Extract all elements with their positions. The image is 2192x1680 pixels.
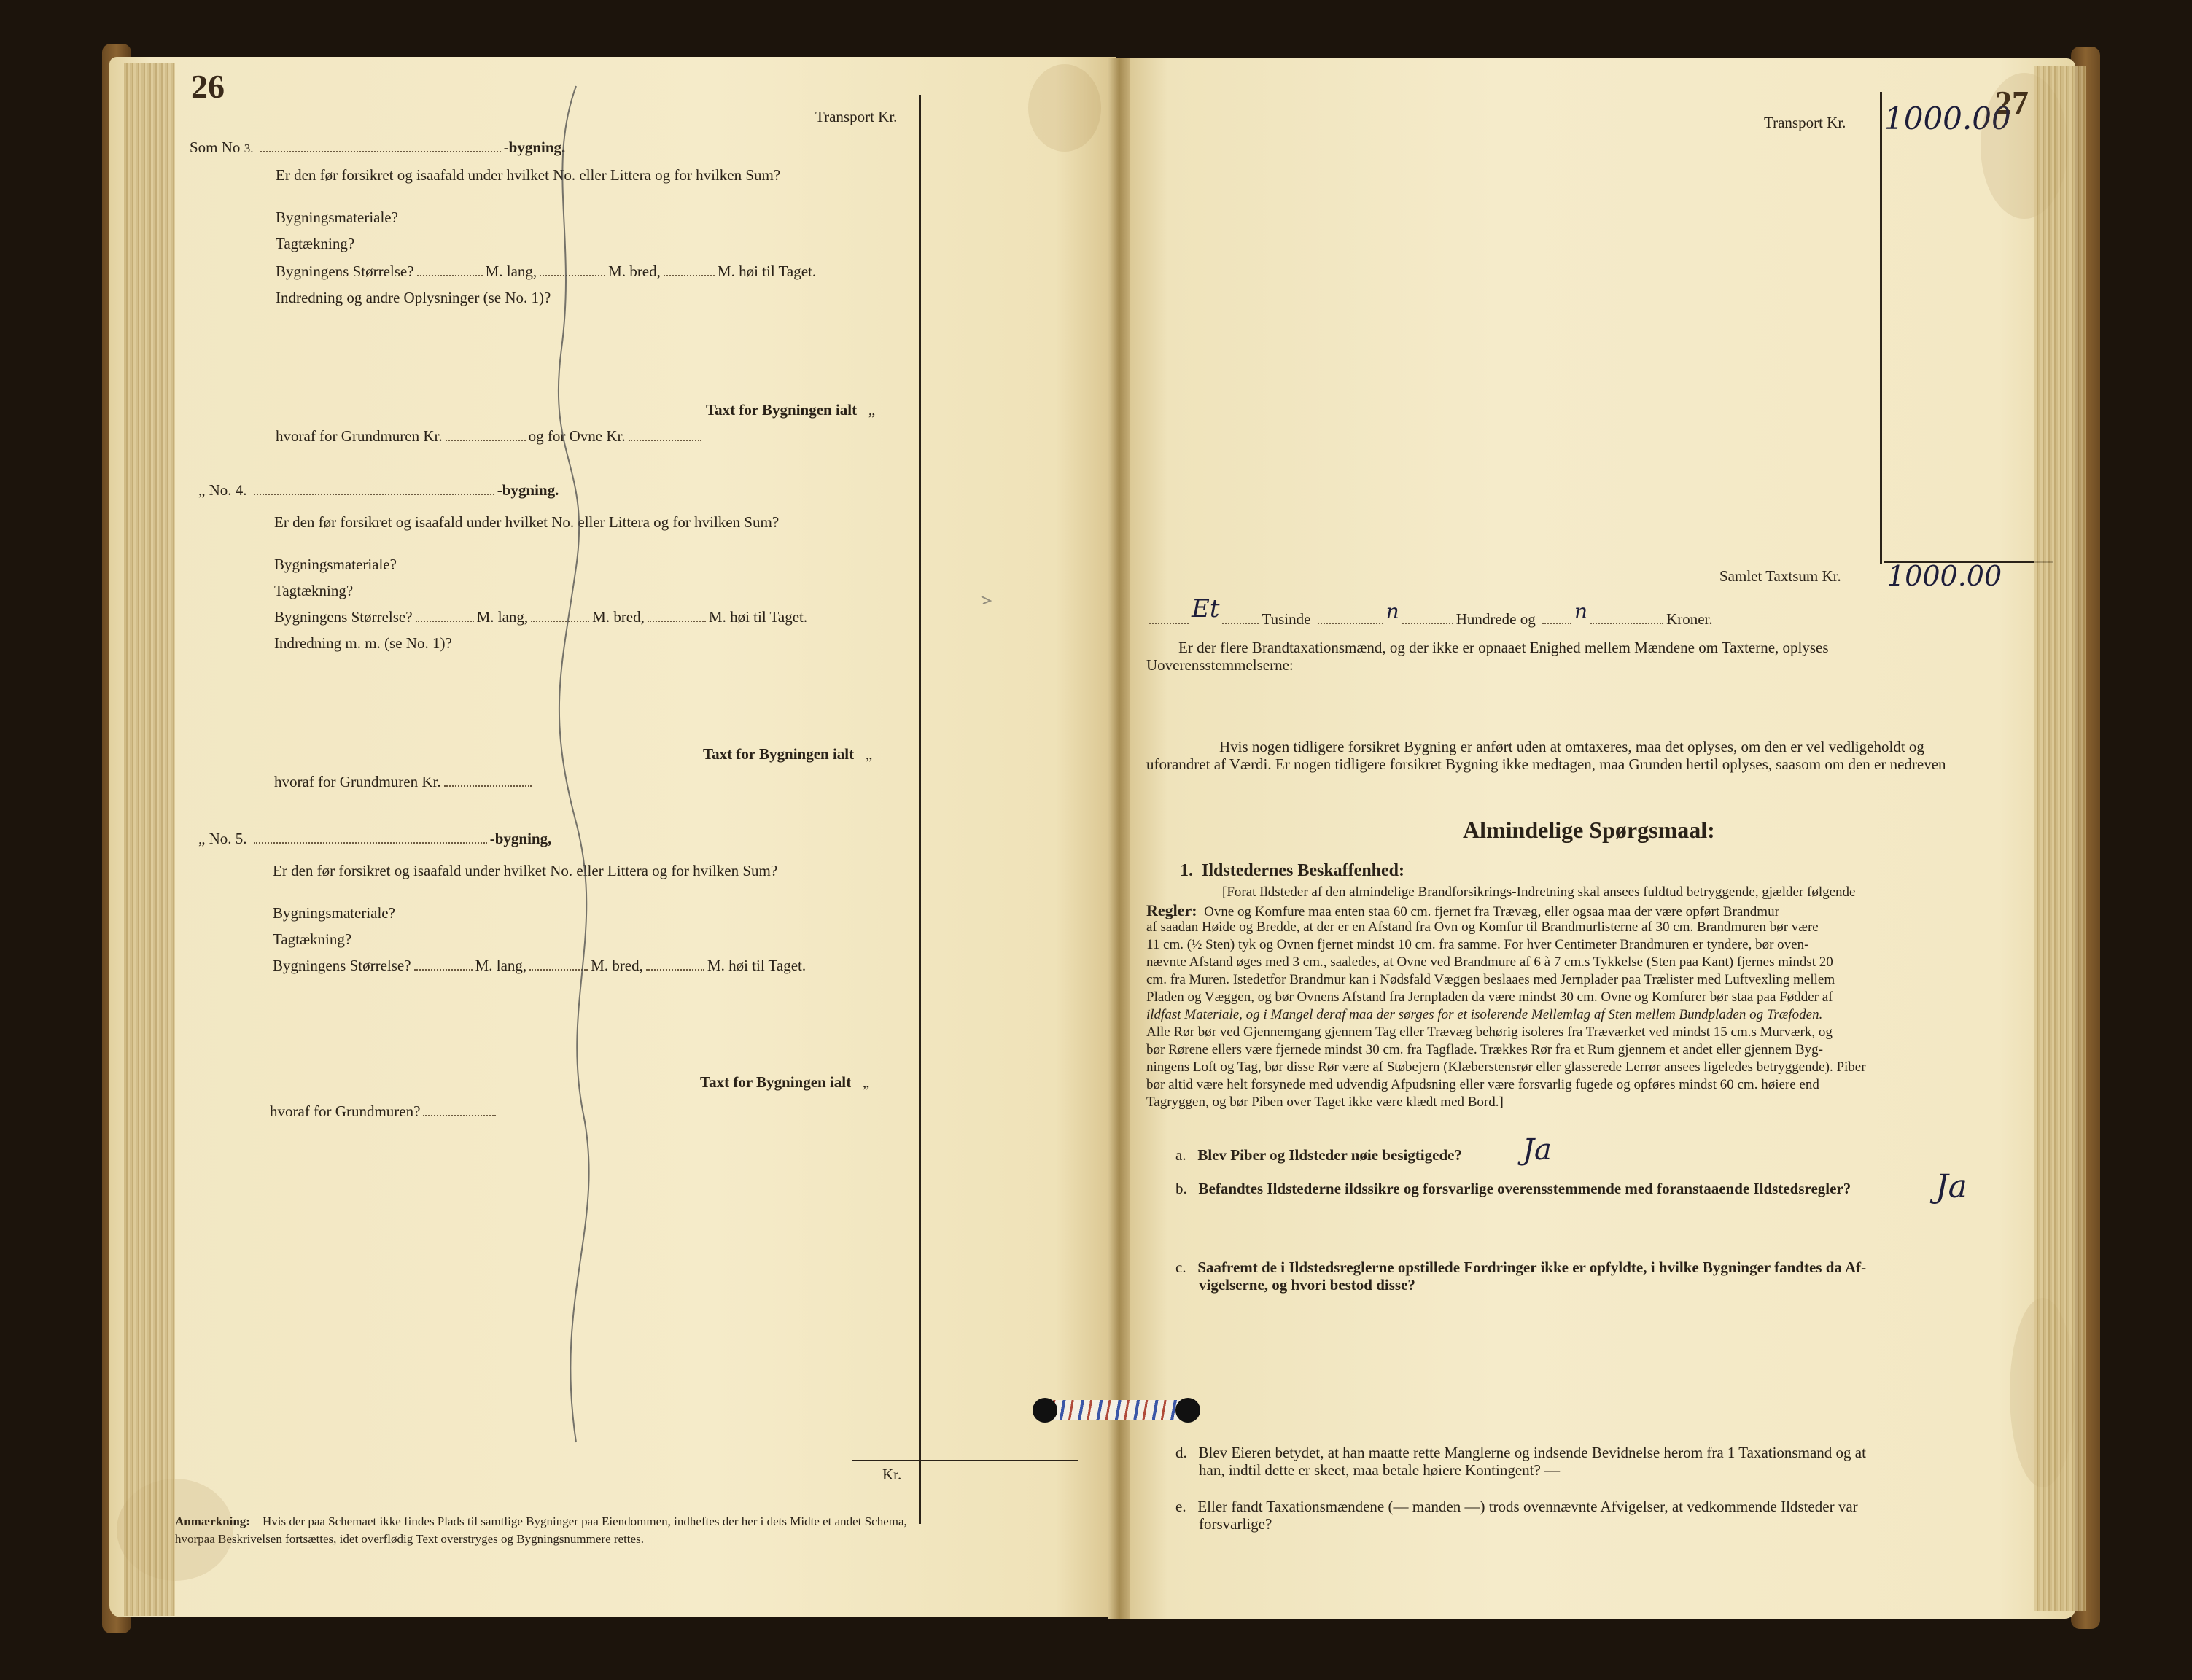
binding-thread-end-right (1175, 1398, 1200, 1423)
interior-question: Indredning m. m. (se No. 1)? (274, 634, 452, 652)
insured-question: Er den før forsikret og isaafald under hvilket No. eller Littera og for hvilken Sum? (274, 513, 780, 531)
foundation-label: hvoraf for Grundmuren Kr. (276, 427, 443, 445)
remark-line-2: hvorpaa Beskrivelsen fortsættes, idet overflødig Text overstryges og Bygningsnummere rettes. (175, 1532, 644, 1546)
transport-label-left: Transport Kr. (815, 108, 898, 125)
disagreement-line-2: Uoverensstemmelserne: (1146, 656, 1294, 674)
section-prefix: „ No. 4. (198, 481, 247, 499)
material-question: Bygningsmateriale? (276, 209, 398, 226)
answer-a-handwritten: Ja (1523, 1133, 1552, 1167)
total-sum-label: Samlet Taxtsum Kr. (1719, 567, 1841, 585)
roof-question: Tagtækning? (273, 930, 352, 948)
insured-question: Er den før forsikret og isaafald under hvilket No. eller Littera og for hvilken Sum? (276, 166, 781, 184)
tax-label: Taxt for Bygningen ialt (700, 1073, 852, 1091)
size-question: Bygningens Størrelse? (274, 608, 413, 626)
question-e-line-2: forsvarlige? (1199, 1515, 1272, 1533)
binding-thread (1037, 1400, 1190, 1420)
foundation-label: hvoraf for Grundmuren? (270, 1102, 421, 1120)
total-sum-handwritten: 1000.00 (1887, 560, 2002, 592)
rules-label: Regler: (1146, 901, 1197, 919)
section-prefix: Som No (190, 139, 241, 156)
general-questions-heading: Almindelige Spørgsmaal: (1463, 817, 1715, 843)
page-number-left: 26 (191, 68, 225, 105)
question-c-line-2: vigelserne, og hvori bestod disse? (1199, 1276, 1415, 1294)
roof-question: Tagtækning? (276, 235, 355, 252)
transport-value-handwritten: 1000.00 (1884, 101, 2011, 136)
book-gutter (1108, 58, 1130, 1619)
left-page: 26 Transport Kr. Kr. Som No 3. -bygning. Er den før forsikret og isaafald under hvilket No. eller Littera og for hvilken Sum? Bygningsmateriale? Tagtækning? Bygningens Størrelse? M. lang, M. bred, M. høi til Taget. Indredning og andre Oplysninger (se No. 1)? Taxt for Bygningen ialt „ hvoraf for Grundmuren Kr. og for Ovne Kr. „ No. 4. -bygning. Er den før forsikret og isaafald under hvilket No. eller Littera og for hvilken Sum? Bygningsmateriale? Tagtækning? Bygningens Størrelse? M. lang, M. bred, M. høi til Taget. Indredning m. m. (se No. 1)? Taxt for Bygningen ialt „ hvoraf for Grundmuren Kr. „ No. 5. -bygning, Er den før forsikret og isaafald under hvilket No. eller Littera og for hvilken Sum? Bygningsmateriale? Tagtækning? Bygningens Størrelse? M. lang, M. bred, M. høi til Taget. Taxt for Bygningen ialt „ hvoraf for Grundmuren? Anmærkning: Hvis der paa Schemaet ikke findes Plads til samtlige Bygninger paa Eiendommen, indheftes der her i dets Midte et andet Schema, hvorpaa Beskrivelsen fortsættes, idet overflødig Text overstryges og Bygningsnummere rettes. (109, 57, 1116, 1617)
section-number: 3. (244, 141, 254, 155)
insured-question: Er den før forsikret og isaafald under hvilket No. eller Littera og for hvilken Sum? (273, 862, 778, 879)
page-edges-left (124, 63, 175, 1616)
prior-insured-line-2: uforandret af Værdi. Er nogen tidligere forsikret Bygning ikke medtagen, maa Grunden hertil oplyses, saasom om den er nedreven (1146, 755, 1946, 773)
question-1-number: 1. (1180, 861, 1193, 880)
question-e: e. Eller fandt Taxationsmændene (— manden —) trods ovennævnte Afvigelser, at vedkommende Ildsteder var (1175, 1498, 1858, 1515)
prior-insured-line-1: Hvis nogen tidligere forsikret Bygning er anført uden at omtaxeres, maa det oplyses, om den er vel vedligeholdt og (1219, 738, 1924, 755)
question-b: b. Befandtes Ildstederne ildssikre og forsvarlige overensstemmende med foranstaaende Ildstedsregler? (1175, 1180, 1851, 1197)
right-page: 27 Transport Kr. 1000.00 Samlet Taxtsum Kr. 1000.00 Et Tusinde n Hundrede og n Kroner. Er der flere Brandtaxationsmænd, og der ikke er opnaaet Enighed mellem Mændene om Taxterne, oplyses Uoverensstemmelserne: Hvis nogen tidligere forsikret Bygning er anført uden at omtaxeres, maa det oplyses, om den er vel vedligeholdt og uforandret af Værdi. Er nogen tidligere forsikret Bygning ikke medtagen, maa Grunden hertil oplyses, saasom om den er nedreven Almindelige Spørgsmaal: 1. Ildstedernes Beskaffenhed: [Forat Ildsteder af den almindelige Brandforsikrings-Indretning skal ansees fuldtud betryggende, gjælder følgende Regler: Ovne og Komfure maa enten staa 60 cm. fjernet fra Trævæg, eller ogsaa maa der være opført Brandmur af saadan Høide og Bredde, at der er en Afstand fra Ovn og Komfur til Brandmurlisterne af 30 cm. Brandmuren bør være 11 cm. (½ Sten) tyk og Ovnen fjernet mindst 10 cm. fra samme. For hver Centimeter Brandmuren er tyndere, bør oven- nævnte Afstand øges med 3 cm., saaledes, at Ovne ved Brandmure af 6 à 7 cm.s Tykkelse (Sten paa Kant) fjernes mindst 20 cm. fra Muren. Istedetfor Brandmur kan i Nødsfald Væggen beslaaes med Jernplader paa Trælister med Luftvexling mellem Pladen og Væggen, og bør Ovnens Afstand fra Jernpladen da være mindst 30 cm. Ovne og Komfurer bør staa paa Fødder af ildfast Materiale, og i Mangel deraf maa der sørges for et isolerende Mellemlag af Sten mellem Bundpladen og Træfoden. Alle Rør bør ved Gjennemgang gjennem Tag eller Trævæg behørig isoleres fra Træværket ved mindst 15 cm.s Murværk, og bør Rørene ellers være fjernede mindst 30 cm. fra Tagflade. Trækkes Rør fra et Rum gjennem et andet eller gjennem Byg- ningens Loft og Tag, bør disse Rør være af Støbejern (Klæberstensrør eller glasserede Lerrør ansees ligeledes betryggende). Piber bør altid være helt forsynede med udvendig Afpudsning eller være forsvarlig fugede og opføres mindst 60 cm. høiere end Tagryggen, og bør Piben over Taget ikke være klædt med Bord.] a. Blev Piber og Ildsteder nøie besigtigede? Ja b. Befandtes Ildstederne ildssikre og forsvarlige overensstemmende med foranstaaende Ildstedsregler? Ja c. Saafremt de i Ildstedsreglerne opstillede Fordringer ikke er opfyldte, i hvilke Bygninger fandtes da Af- vigelserne, og hvori bestod disse? d. Blev Eieren betydet, at han maatte rette Manglerne og indsende Bevidnelse herom fra 1 Taxationsmand og at han, indtil dette er skeet, maa betale høiere Kontingent? — e. Eller fandt Taxationsmændene (— manden —) trods ovennævnte Afvigelser, at vedkommende Ildsteder var forsvarlige? (1120, 58, 2075, 1619)
roof-question: Tagtækning? (274, 582, 354, 599)
interior-question: Indredning og andre Oplysninger (se No. 1)? (276, 289, 551, 306)
building-type-suffix: -bygning. (503, 139, 566, 156)
question-1-title: Ildstedernes Beskaffenhed: (1202, 861, 1405, 880)
pencil-strike-line (109, 57, 1116, 1617)
material-question: Bygningsmateriale? (273, 904, 395, 922)
page-edges-right (2034, 66, 2086, 1611)
tax-label: Taxt for Bygningen ialt (703, 745, 855, 763)
size-question: Bygningens Størrelse? (276, 262, 414, 280)
foundation-label: hvoraf for Grundmuren Kr. (274, 773, 441, 790)
section-prefix: „ No. 5. (198, 830, 247, 847)
question-c: c. Saafremt de i Ildstedsreglerne opstillede Fordringer ikke er opfyldte, i hvilke Bygninger fandtes da Af- (1175, 1259, 1867, 1276)
remark-line-1: Hvis der paa Schemaet ikke findes Plads til samtlige Bygninger paa Eiendommen, indheftes der her i dets Midte et andet Schema, (263, 1514, 907, 1528)
binding-thread-end-left (1033, 1398, 1057, 1423)
ovens-label: og for Ovne Kr. (528, 427, 626, 445)
amount-in-words: Et Tusinde n Hundrede og n Kroner. (1146, 604, 1713, 629)
transport-label-right: Transport Kr. (1764, 114, 1846, 131)
question-d: d. Blev Eieren betydet, at han maatte rette Manglerne og indsende Bevidnelse herom fra 1 Taxationsmand og at (1175, 1444, 1866, 1461)
question-d-line-2: han, indtil dette er skeet, maa betale høiere Kontingent? — (1199, 1461, 1561, 1479)
page-number-right: 27 (1995, 84, 2029, 121)
answer-b-handwritten: Ja (1935, 1168, 1967, 1205)
size-question: Bygningens Størrelse? (273, 957, 411, 974)
total-label-left: Kr. (882, 1466, 902, 1483)
disagreement-line-1: Er der flere Brandtaxationsmænd, og der ikke er opnaaet Enighed mellem Mændene om Taxterne, oplyses (1178, 639, 1829, 656)
material-question: Bygningsmateriale? (274, 556, 397, 573)
question-a: a. Blev Piber og Ildsteder nøie besigtigede? (1175, 1146, 1462, 1164)
tax-label: Taxt for Bygningen ialt (706, 401, 858, 419)
total-column-rule (1880, 92, 1882, 564)
remark-label: Anmærkning: (175, 1514, 250, 1528)
